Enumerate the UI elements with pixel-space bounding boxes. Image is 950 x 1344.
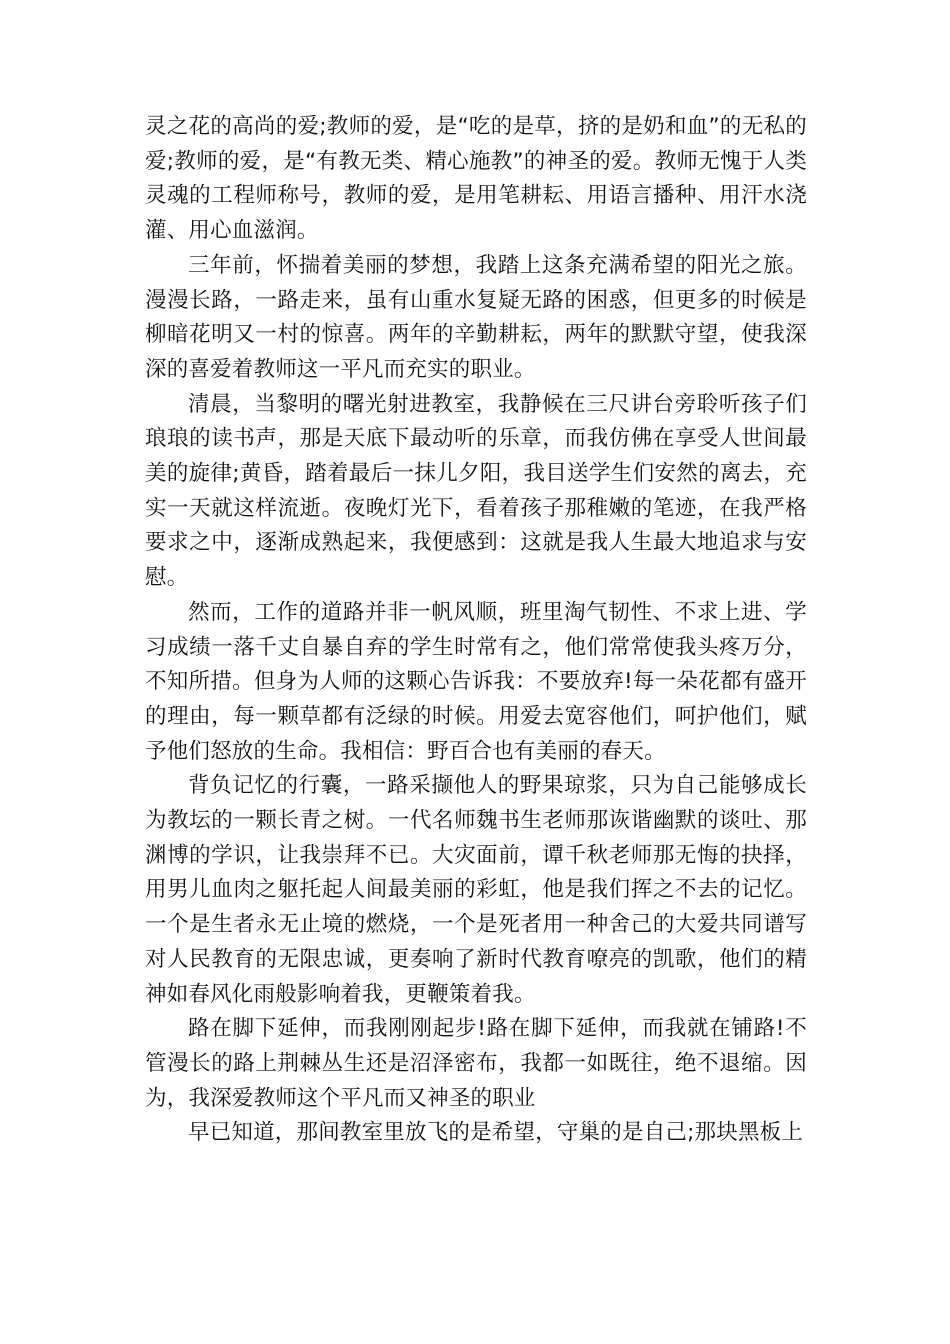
paragraph-1: 灵之花的高尚的爱;教师的爱，是“吃的是草，挤的是奶和血”的无私的爱;教师的爱，是“有教无类、精心施教”的神圣的爱。教师无愧于人类灵魂的工程师称号，教师的爱，是用笔耕耘、用语言播种、用汗水浇灌、用心血滋润。 [145, 114, 807, 244]
paragraph-7: 早已知道，那间教室里放飞的是希望，守巢的是自己;那块黑板上 [188, 1120, 804, 1146]
paragraph-2: 三年前，怀揣着美丽的梦想，我踏上这条充满希望的阳光之旅。漫漫长路，一路走来，虽有山重水复疑无路的困惑，但更多的时候是柳暗花明又一村的惊喜。两年的辛勤耕耘，两年的默默守望，使我深深的喜爱着教师这一平凡而充实的职业。 [145, 252, 807, 382]
paragraph-6: 路在脚下延伸，而我刚刚起步!路在脚下延伸，而我就在铺路!不管漫长的路上荆棘丛生还是沼泽密布，我都一如既往，绝不退缩。因为，我深爱教师这个平凡而又神圣的职业 [145, 1016, 807, 1111]
document-page [145, 110, 807, 1151]
paragraph-3: 清晨，当黎明的曙光射进教室，我静候在三尺讲台旁聆听孩子们琅琅的读书声，那是天底下最动听的乐章，而我仿佛在享受人世间最美的旋律;黄昏，踏着最后一抹儿夕阳，我目送学生们安然的离去，充实一天就这样流逝。夜晚灯光下，看着孩子那稚嫩的笔迹，在我严格要求之中，逐渐成熟起来，我便感到：这就是我人生最大地追求与安慰。 [145, 391, 807, 591]
paragraph-5: 背负记忆的行囊，一路采撷他人的野果琼浆，只为自己能够成长为教坛的一颗长青之树。一代名师魏书生老师那诙谐幽默的谈吐、那渊博的学识，让我崇拜不已。大灾面前，谭千秋老师那无悔的抉择，用男儿血肉之躯托起人间最美丽的彩虹，他是我们挥之不去的记忆。一个是生者永无止境的燃烧，一个是死者用一种舍己的大爱共同谱写对人民教育的无限忠诚，更奏响了新时代教育嘹亮的凯歌，他们的精神如春风化雨般影响着我，更鞭策着我。 [145, 773, 807, 1007]
paragraph-4: 然而，工作的道路并非一帆风顺，班里淘气韧性、不求上进、学习成绩一落千丈自暴自弃的学生时常有之，他们常常使我头疼万分，不知所措。但身为人师的这颗心告诉我：不要放弃!每一朵花都有盛开的理由，每一颗草都有泛绿的时候。用爱去宽容他们，呵护他们，赋予他们怒放的生命。我相信：野百合也有美丽的春天。 [145, 599, 807, 764]
